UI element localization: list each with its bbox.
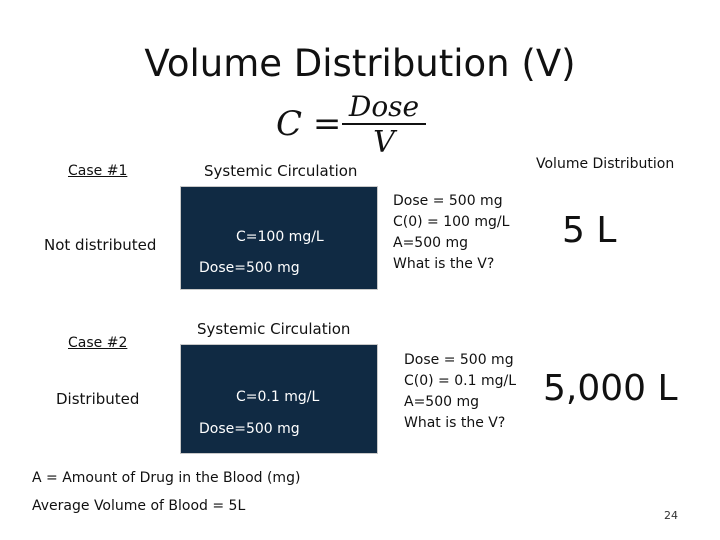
formula-denominator: V	[373, 125, 395, 160]
case1-info-concentration: C(0) = 100 mg/L	[393, 214, 510, 230]
case1-info-amount: A=500 mg	[393, 235, 469, 251]
case1-info	[393, 191, 509, 275]
formula-fraction	[342, 92, 426, 159]
footnotes	[32, 464, 300, 520]
case2-box-concentration: C=0.1 mg/L	[236, 389, 320, 405]
case1-compartment-box	[180, 186, 378, 290]
case2-label: Case #2	[68, 335, 128, 351]
case2-info-dose: Dose = 500 mg	[404, 352, 514, 368]
case1-info-dose: Dose = 500 mg	[393, 193, 503, 209]
case2-state: Distributed	[56, 390, 140, 408]
volume-formula	[270, 88, 440, 158]
case1-info-question: What is the V?	[393, 256, 495, 272]
case2-answer: 5,000 L	[543, 368, 678, 409]
footnote-blood-volume: Average Volume of Blood = 5L	[32, 498, 246, 514]
case1-label: Case #1	[68, 163, 128, 179]
page-number: 24	[664, 509, 678, 522]
case2-info-concentration: C(0) = 0.1 mg/L	[404, 373, 516, 389]
case1-answer: 5 L	[562, 210, 617, 251]
formula-lhs: C =	[276, 104, 342, 144]
volume-distribution-heading: Volume Distribution	[536, 156, 675, 172]
case2-info-amount: A=500 mg	[404, 394, 480, 410]
formula-numerator: Dose	[348, 90, 420, 123]
case1-box-concentration: C=100 mg/L	[236, 229, 324, 245]
case2-info	[404, 350, 516, 434]
case2-compartment-label: Systemic Circulation	[197, 320, 351, 338]
case2-compartment-box	[180, 344, 378, 454]
case2-box-dose: Dose=500 mg	[199, 421, 300, 437]
case1-state: Not distributed	[44, 236, 157, 254]
slide-title: Volume Distribution (V)	[144, 42, 576, 85]
case1-compartment-label: Systemic Circulation	[204, 162, 358, 180]
footnote-amount-definition: A = Amount of Drug in the Blood (mg)	[32, 470, 301, 486]
case2-info-question: What is the V?	[404, 415, 506, 431]
case1-box-dose: Dose=500 mg	[199, 260, 300, 276]
